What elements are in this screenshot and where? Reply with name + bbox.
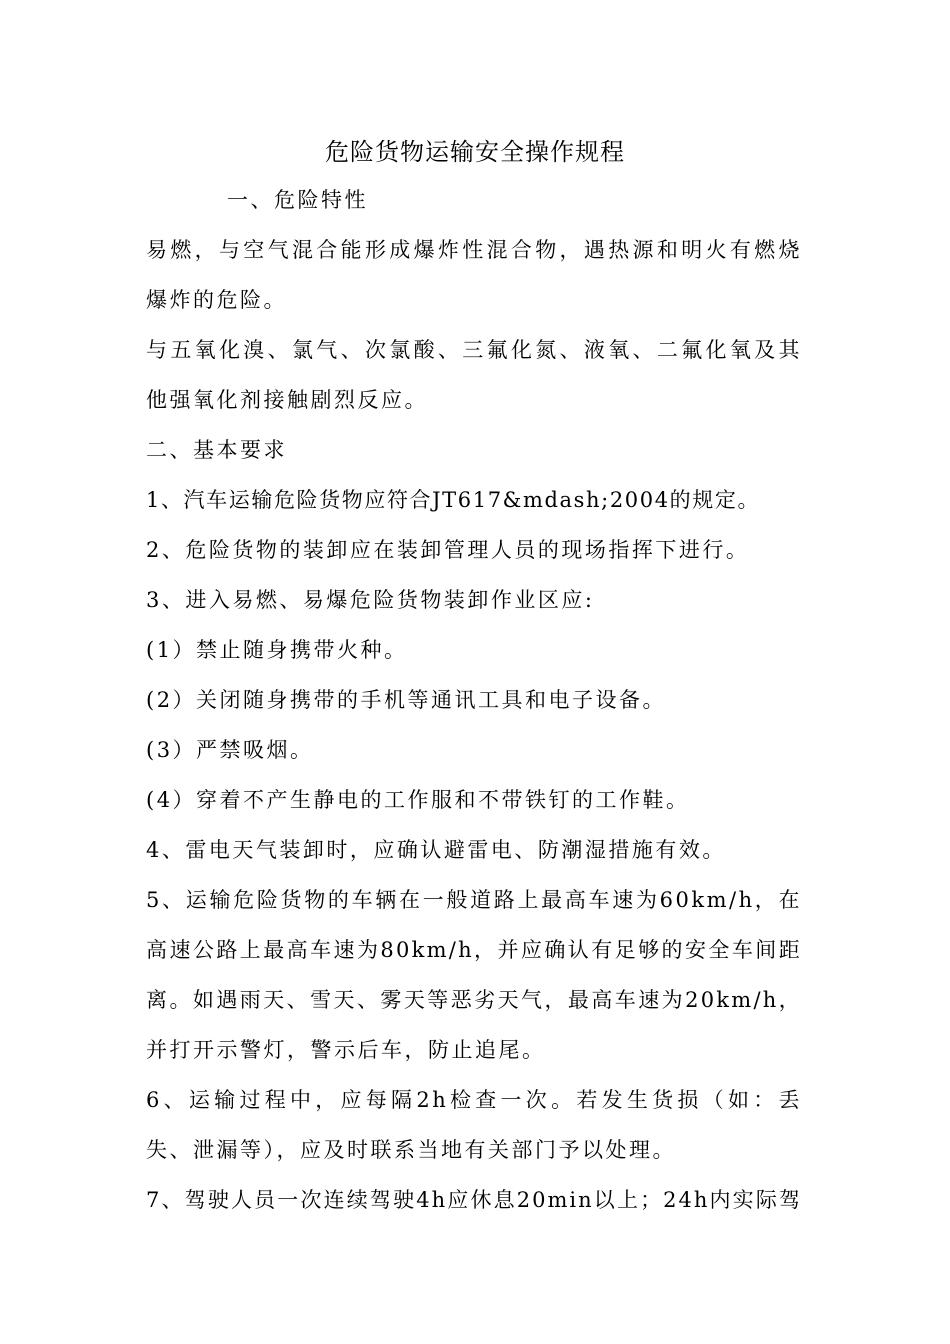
paragraph-line: 与五氧化溴、氯气、次氯酸、三氟化氮、液氧、二氟化氧及其 <box>146 338 802 362</box>
list-item: (4）穿着不产生静电的工作服和不带铁钉的工作鞋。 <box>146 788 690 812</box>
paragraph-line: 3、进入易燃、易爆危险货物装卸作业区应: <box>146 588 595 612</box>
paragraph-line: 1、汽车运输危险货物应符合JT617&mdash;2004的规定。 <box>146 488 761 512</box>
paragraph-line: 易燃，与空气混合能形成爆炸性混合物，遇热源和明火有燃烧 <box>146 238 802 262</box>
paragraph-line: 他强氧化剂接触剧烈反应。 <box>146 388 428 412</box>
list-item: (2）关闭随身携带的手机等通讯工具和电子设备。 <box>146 688 667 712</box>
paragraph-line: 7、驾驶人员一次连续驾驶4h应休息20min以上；24h内实际驾 <box>146 1188 802 1212</box>
paragraph-line: 并打开示警灯，警示后车，防止追尾。 <box>146 1038 546 1062</box>
document-title: 危险货物运输安全操作规程 <box>325 138 625 166</box>
paragraph-line: 2、危险货物的装卸应在装卸管理人员的现场指挥下进行。 <box>146 538 750 562</box>
paragraph-line: 高速公路上最高车速为80km/h，并应确认有足够的安全车间距 <box>146 938 802 962</box>
list-item: (3）严禁吸烟。 <box>146 738 314 762</box>
paragraph-line: 6、运输过程中，应每隔2h检查一次。若发生货损（如：丢 <box>146 1088 802 1112</box>
paragraph-line: 失、泄漏等），应及时联系当地有关部门予以处理。 <box>146 1138 676 1162</box>
paragraph-line: 5、运输危险货物的车辆在一般道路上最高车速为60km/h，在 <box>146 888 802 912</box>
paragraph-line: 4、雷电天气装卸时，应确认避雷电、防潮湿措施有效。 <box>146 838 726 862</box>
paragraph-line: 离。如遇雨天、雪天、雾天等恶劣天气，最高车速为20km/h， <box>146 988 802 1012</box>
section-heading-requirements: 二、基本要求 <box>146 438 287 462</box>
list-item: (1）禁止随身携带火种。 <box>146 638 408 662</box>
paragraph-line: 爆炸的危险。 <box>146 288 287 312</box>
section-heading-hazard: 一、危险特性 <box>227 188 368 212</box>
